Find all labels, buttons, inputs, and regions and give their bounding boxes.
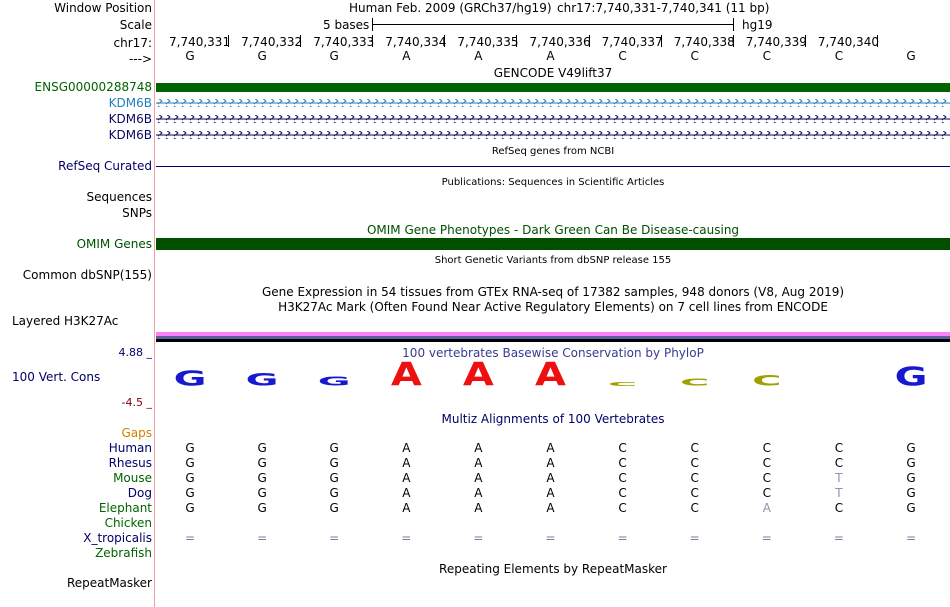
alignment-base: C <box>618 486 627 500</box>
dbsnp-track-title: Short Genetic Variants from dbSNP release 155 <box>434 255 672 266</box>
ruler-tick-label: 7,740,333 <box>313 35 375 49</box>
conservation-logo-letter: G <box>317 373 351 389</box>
alignment-base: C <box>762 471 771 485</box>
ruler-tick-label: 7,740,339 <box>745 35 807 49</box>
ruler-tick-label: 7,740,331 <box>169 35 231 49</box>
alignment-base: C <box>834 501 844 515</box>
alignment-base: = <box>833 531 844 545</box>
alignment-base: G <box>906 501 916 515</box>
scale-text: 5 bases <box>323 18 370 32</box>
publications-track-title: Publications: Sequences in Scientific Articles <box>441 177 665 188</box>
alignment-base: C <box>618 456 627 470</box>
ruler-tick-label: 7,740,332 <box>241 35 303 49</box>
kdm6b-track-label-2[interactable]: KDM6B <box>108 112 152 126</box>
kdm6b-track-label-3[interactable]: KDM6B <box>108 128 152 142</box>
gaps-label: Gaps <box>121 426 152 440</box>
ruler-tick-label: 7,740,337 <box>601 35 663 49</box>
alignment-base: A <box>546 471 555 485</box>
alignment-base: A <box>402 486 411 500</box>
alignment-base: C <box>690 471 699 485</box>
strand-label: ---> <box>128 52 152 66</box>
conservation-logo-letter: G <box>245 370 279 390</box>
alignment-base: A <box>402 471 411 485</box>
h3k27ac-signal-black <box>156 339 950 342</box>
kdm6b-transcripts[interactable] <box>156 97 950 141</box>
reference-base: G <box>257 49 267 63</box>
alignment-base: A <box>474 471 483 485</box>
omim-track-title: OMIM Gene Phenotypes - Dark Green Can Be Disease-causing <box>366 223 740 237</box>
alignment-base: G <box>257 441 267 455</box>
alignment-base: A <box>474 501 483 515</box>
alignment-base: = <box>401 531 412 545</box>
db-label: hg19 <box>742 18 773 32</box>
species-label: Zebrafish <box>95 546 152 560</box>
alignment-base: = <box>905 531 917 545</box>
alignment-base: A <box>546 441 555 455</box>
multiz-track-title: Multiz Alignments of 100 Vertebrates <box>441 412 665 426</box>
alignment-base: G <box>329 456 339 470</box>
scale-bar-left-cap <box>372 18 373 31</box>
alignment-base: = <box>545 531 556 545</box>
conservation-logo-letter: C <box>752 372 782 390</box>
ruler-tick-label: 7,740,335 <box>457 35 519 49</box>
chrom-label: chr17: <box>113 36 152 50</box>
snps-track-label[interactable]: SNPs <box>122 206 152 220</box>
alignment-base: G <box>329 501 339 515</box>
alignment-base: A <box>546 456 555 470</box>
ruler-tick-label: 7,740,338 <box>673 35 735 49</box>
alignment-base: G <box>329 441 339 455</box>
ensg-track-label[interactable]: ENSG00000288748 <box>34 80 152 94</box>
assembly-title: Human Feb. 2009 (GRCh37/hg19) <box>349 1 552 15</box>
reference-base: C <box>690 49 699 63</box>
refseq-track-label[interactable]: RefSeq Curated <box>58 159 152 173</box>
alignment-base: C <box>690 456 699 470</box>
h3k27ac-track-label[interactable]: Layered H3K27Ac <box>12 314 119 328</box>
conservation-logo-letter: A <box>390 356 422 394</box>
alignment-base: C <box>690 501 699 515</box>
alignment-base: A <box>402 441 411 455</box>
alignment-base: C <box>762 456 771 470</box>
reference-base: A <box>474 49 483 63</box>
repeatmasker-track-label[interactable]: RepeatMasker <box>66 576 152 590</box>
species-label: Elephant <box>98 501 152 515</box>
cons-max-label: 4.88 _ <box>118 346 152 359</box>
alignment-base: C <box>618 471 627 485</box>
alignment-base: G <box>906 471 916 485</box>
refseq-track-title: RefSeq genes from NCBI <box>491 146 615 157</box>
alignment-base: A <box>474 456 483 470</box>
alignment-base: C <box>834 456 844 470</box>
refseq-gene-line[interactable] <box>156 166 950 167</box>
alignment-base: T <box>835 486 843 500</box>
species-label: Human <box>108 441 152 455</box>
alignment-base: C <box>762 486 771 500</box>
alignment-base: T <box>835 471 843 485</box>
alignment-base: G <box>185 471 195 485</box>
ensg-gene-bar[interactable] <box>156 83 950 92</box>
alignment-base: = <box>184 531 196 545</box>
alignment-base: G <box>185 486 195 500</box>
reference-base: G <box>329 49 339 63</box>
alignment-base: G <box>257 501 267 515</box>
alignment-base: C <box>762 441 771 455</box>
alignment-base: = <box>689 531 700 545</box>
alignment-base: G <box>906 456 916 470</box>
reference-base: G <box>906 49 916 63</box>
alignment-base: G <box>185 456 195 470</box>
conservation-logo-letter: C <box>680 376 710 389</box>
alignment-base: G <box>257 456 267 470</box>
species-label: X_tropicalis <box>83 531 152 545</box>
alignment-base: = <box>257 531 268 545</box>
gencode-track-title: GENCODE V49lift37 <box>493 66 613 80</box>
reference-base: C <box>834 49 844 63</box>
alignment-base: G <box>257 471 267 485</box>
position-readout: chr17:7,740,331-7,740,341 (11 bp) <box>557 1 770 15</box>
alignment-base: G <box>257 486 267 500</box>
alignment-base: C <box>618 501 627 515</box>
omim-track-label[interactable]: OMIM Genes <box>76 237 152 251</box>
sequences-track-label[interactable]: Sequences <box>86 190 152 204</box>
ruler-tick-label: 7,740,336 <box>529 35 591 49</box>
reference-base: G <box>185 49 195 63</box>
omim-gene-bar[interactable] <box>156 238 950 250</box>
conservation-logo-letter: C <box>607 380 638 388</box>
reference-base: A <box>402 49 411 63</box>
alignment-base: G <box>185 501 195 515</box>
species-label: Chicken <box>104 516 152 530</box>
alignment-base: = <box>617 531 628 545</box>
alignment-base: C <box>690 441 699 455</box>
alignment-base: C <box>618 441 627 455</box>
window-position-label: Window Position <box>54 1 152 15</box>
alignment-base: A <box>474 486 483 500</box>
alignment-base: = <box>473 531 484 545</box>
alignment-base: A <box>762 501 771 515</box>
alignment-base: = <box>329 531 340 545</box>
reference-base: A <box>546 49 555 63</box>
alignment-base: A <box>546 501 555 515</box>
cons-min-label: -4.5 _ <box>121 396 152 409</box>
species-label: Dog <box>127 486 152 500</box>
alignment-base: A <box>402 456 411 470</box>
conservation-logo-letter: A <box>462 356 494 394</box>
alignment-base: C <box>834 441 844 455</box>
species-label: Rhesus <box>108 456 152 470</box>
alignment-base: A <box>474 441 483 455</box>
alignment-base: G <box>906 441 916 455</box>
alignment-base: = <box>761 531 772 545</box>
kdm6b-track-label-1[interactable]: KDM6B <box>108 96 152 110</box>
alignment-base: A <box>402 501 411 515</box>
alignment-base: G <box>906 486 916 500</box>
dbsnp-track-label[interactable]: Common dbSNP(155) <box>22 268 152 282</box>
alignment-base: G <box>185 441 195 455</box>
alignment-base: G <box>329 486 339 500</box>
alignment-base: G <box>329 471 339 485</box>
phylop-track-title: 100 vertebrates Basewise Conservation by PhyloP <box>402 346 704 360</box>
reference-base: C <box>762 49 771 63</box>
ruler-tick-label: 7,740,340 <box>817 35 879 49</box>
repeatmasker-track-title: Repeating Elements by RepeatMasker <box>439 562 667 576</box>
gtex-track-title: Gene Expression in 54 tissues from GTEx RNA-seq of 17382 samples, 948 donors (V8, Aug 2019) <box>261 285 845 299</box>
reference-base: C <box>618 49 627 63</box>
cons-track-label[interactable]: 100 Vert. Cons <box>12 370 101 384</box>
conservation-logo-letter: G <box>894 362 928 392</box>
conservation-logo-letter: A <box>535 356 566 394</box>
alignment-base: C <box>690 486 699 500</box>
conservation-logo-letter: G <box>173 367 207 391</box>
h3k27ac-track-title: H3K27Ac Mark (Often Found Near Active Regulatory Elements) on 7 cell lines from ENCODE <box>278 300 828 314</box>
scale-label: Scale <box>119 18 152 32</box>
ruler-tick-label: 7,740,334 <box>385 35 447 49</box>
alignment-base: A <box>546 486 555 500</box>
scale-bar <box>372 24 734 25</box>
species-label: Mouse <box>113 471 152 485</box>
scale-bar-right-cap <box>733 18 734 31</box>
label-column-divider <box>154 0 155 607</box>
